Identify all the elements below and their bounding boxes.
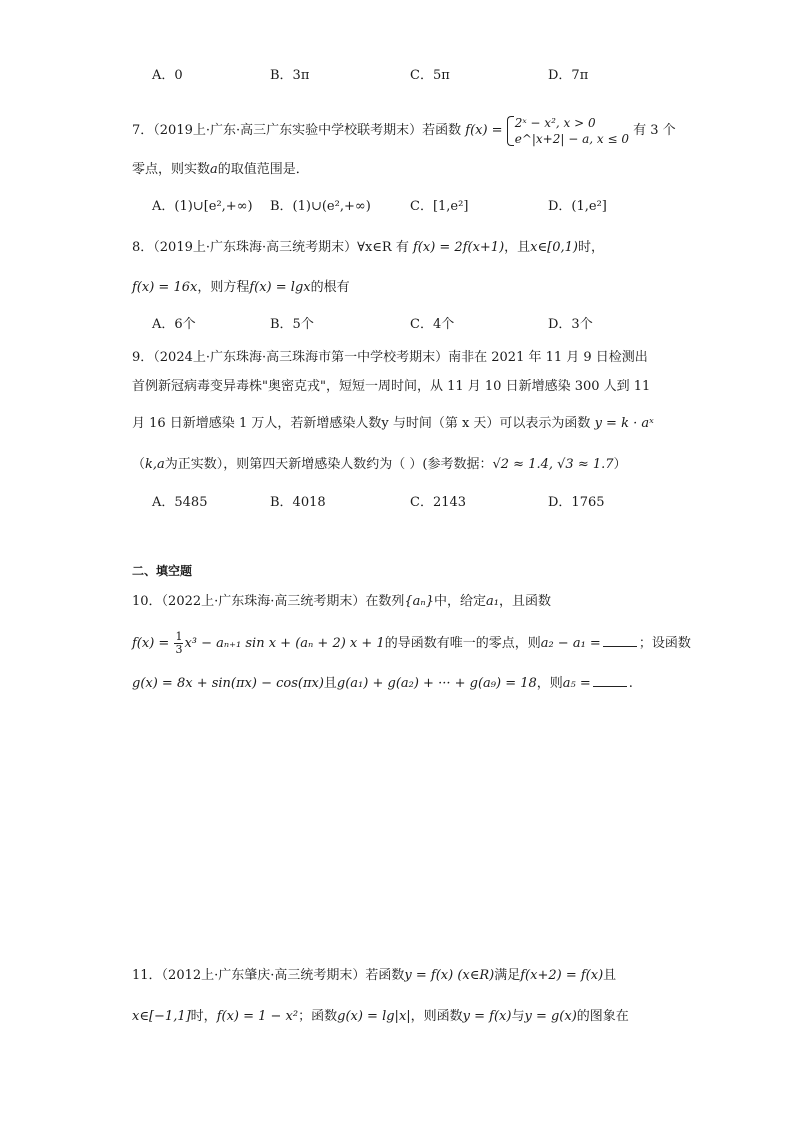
q11-line2-b: ；函数 — [298, 1009, 338, 1024]
q8-line-2 — [132, 278, 656, 298]
q10-blank-1[interactable] — [603, 634, 637, 647]
q10-g-eq: g(x) = 8x + sin(πx) − cos(πx) — [132, 676, 324, 691]
q9-line3-text: 月 16 日新增感染 1 万人，若新增感染人数y 与时间（第 x 天）可以表示为函数 — [132, 416, 591, 431]
q7-brace — [507, 116, 514, 146]
q8-option-d[interactable]: D．3个 — [548, 317, 593, 332]
q7-option-b[interactable]: B．(1)∪(e²,+∞) — [270, 199, 371, 214]
q11-domain-r: (x∈R) — [457, 968, 495, 983]
q7-var-a: a — [210, 162, 218, 177]
q7-intro: 7．（2019上·广东·高三广东实验中学校联考期末）若函数 — [132, 123, 462, 138]
q11-line2-e: 的图象在 — [576, 1009, 629, 1024]
q9-option-b[interactable]: B．4018 — [270, 495, 326, 510]
q10-a5: a₅ = — [562, 676, 591, 691]
q9-option-a[interactable]: A．5485 — [152, 495, 208, 510]
q11-period: f(x+2) = f(x) — [520, 968, 604, 983]
q10-frac-den: 3 — [175, 643, 183, 656]
section-title-fill-in: 二、填空题 — [132, 564, 193, 578]
q8-line1-a: 8．（2019上·广东珠海·高三统考期末）∀x∈R 有 — [132, 240, 409, 255]
q10-sequence: {aₙ} — [404, 594, 434, 609]
q10-blank-2[interactable] — [593, 674, 627, 687]
q10-fx: f(x) = — [132, 636, 170, 651]
q7-option-a[interactable]: A．(1)∪[e²,+∞) — [152, 199, 253, 214]
q7-fx: f(x) = — [465, 123, 503, 138]
q10-line3-end: . — [628, 676, 633, 691]
q11-y-fx: y = f(x) — [404, 968, 454, 983]
q7-option-d[interactable]: D．(1,e²] — [548, 199, 607, 214]
q6-option-c[interactable]: C．5π — [410, 68, 450, 83]
q8-line1-b: ，且 — [504, 240, 531, 255]
q10-line3-b: ，则 — [536, 676, 563, 691]
q9-eq: y = k · aˣ — [594, 416, 654, 431]
q8-option-b[interactable]: B．5个 — [270, 317, 314, 332]
q10-line1-b: 中，给定 — [433, 594, 486, 609]
q9-line4-c: ） — [613, 457, 627, 472]
q10-frac-num: 1 — [175, 630, 183, 643]
q8-line2-a: ，则方程 — [197, 280, 250, 295]
q9-line-4 — [132, 455, 656, 475]
q10-line2-c: ；设函数 — [638, 636, 691, 651]
q11-line1-b: 满足 — [494, 968, 521, 983]
q11-line2-d: 与 — [511, 1009, 525, 1024]
q7-case-1: 2ˣ − x², x > 0 — [514, 115, 596, 130]
q9-option-c[interactable]: C．2143 — [410, 495, 467, 510]
q6-option-a[interactable]: A．0 — [152, 68, 183, 83]
q9-line4-b: 为正实数），则第四天新增感染人数约为（ ）(参考数据： — [164, 457, 493, 472]
q10-line1-c: ，且函数 — [498, 594, 551, 609]
q11-line1-c: 且 — [603, 968, 617, 983]
q10-line-1 — [132, 592, 656, 612]
q7-piecewise — [507, 115, 629, 147]
q11-fx-def: f(x) = 1 − x² — [216, 1009, 299, 1024]
q9-line-3 — [132, 414, 656, 434]
q8-line2-b: 的根有 — [310, 280, 350, 295]
q8-option-a[interactable]: A．6个 — [152, 317, 196, 332]
q7-case-2: e^|x+2| − a, x ≤ 0 — [514, 131, 629, 146]
q11-interval: x∈[−1,1] — [132, 1009, 191, 1024]
q10-line-2 — [132, 630, 691, 658]
q8-domain: x∈[0,1) — [530, 240, 578, 255]
q11-line1-a: 11．（2012上·广东肇庆·高三统考期末）若函数 — [132, 968, 405, 983]
q8-eq-2: f(x) = 16x — [132, 280, 198, 295]
q9-reference: √2 ≈ 1.4, √3 ≈ 1.7 — [492, 457, 614, 472]
q10-a1: a₁ — [485, 594, 499, 609]
q9-vars: k,a — [145, 457, 165, 472]
q11-y1: y = f(x) — [462, 1009, 512, 1024]
q7-line-1 — [132, 114, 676, 148]
q7-line2-end: 的取值范围是． — [217, 162, 309, 177]
q9-line4-a: （ — [132, 457, 146, 472]
q6-option-d[interactable]: D．7π — [548, 68, 589, 83]
q11-line2-c: ，则函数 — [410, 1009, 463, 1024]
q10-sum: g(a₁) + g(a₂) + ··· + g(a₉) = 18 — [336, 676, 537, 691]
q6-option-b[interactable]: B．3π — [270, 68, 310, 83]
q11-gx-def: g(x) = lg|x| — [337, 1009, 411, 1024]
q8-eq-3: f(x) = lgx — [249, 280, 311, 295]
q11-y2: y = g(x) — [524, 1009, 577, 1024]
q8-line-1 — [132, 238, 656, 258]
q10-line-3 — [132, 674, 656, 694]
q10-diff: a₂ − a₁ = — [540, 636, 601, 651]
q10-line3-a: 且 — [323, 676, 337, 691]
q7-option-c[interactable]: C．[1,e²] — [410, 199, 469, 214]
q10-fraction — [174, 631, 183, 656]
q11-line-2 — [132, 1007, 656, 1027]
q11-line2-a: 时， — [190, 1009, 217, 1024]
q8-option-c[interactable]: C．4个 — [410, 317, 455, 332]
q9-line-2: 首例新冠病毒变异毒株"奥密克戎"，短短一周时间，从 11 月 10 日新增感染 300 人到 11 — [132, 379, 651, 394]
q9-option-d[interactable]: D．1765 — [548, 495, 605, 510]
q9-line-1: 9．（2024上·广东珠海·高三珠海市第一中学校考期末）南非在 2021 年 11 月 9 日检测出 — [132, 350, 648, 365]
q10-expr: x³ − aₙ₊₁ sin x + (aₙ + 2) x + 1 — [184, 636, 385, 651]
q11-line-1 — [132, 966, 656, 986]
q8-eq-1: f(x) = 2f(x+1) — [412, 240, 505, 255]
q10-line1-a: 10．（2022上·广东珠海·高三统考期末）在数列 — [132, 594, 405, 609]
q8-line1-c: 时， — [577, 240, 604, 255]
q7-tail: 有 3 个 — [633, 123, 676, 138]
q7-line-2 — [132, 160, 656, 180]
q10-line2-b: 的导函数有唯一的零点，则 — [384, 636, 541, 651]
q7-line2-text: 零点，则实数 — [132, 162, 211, 177]
